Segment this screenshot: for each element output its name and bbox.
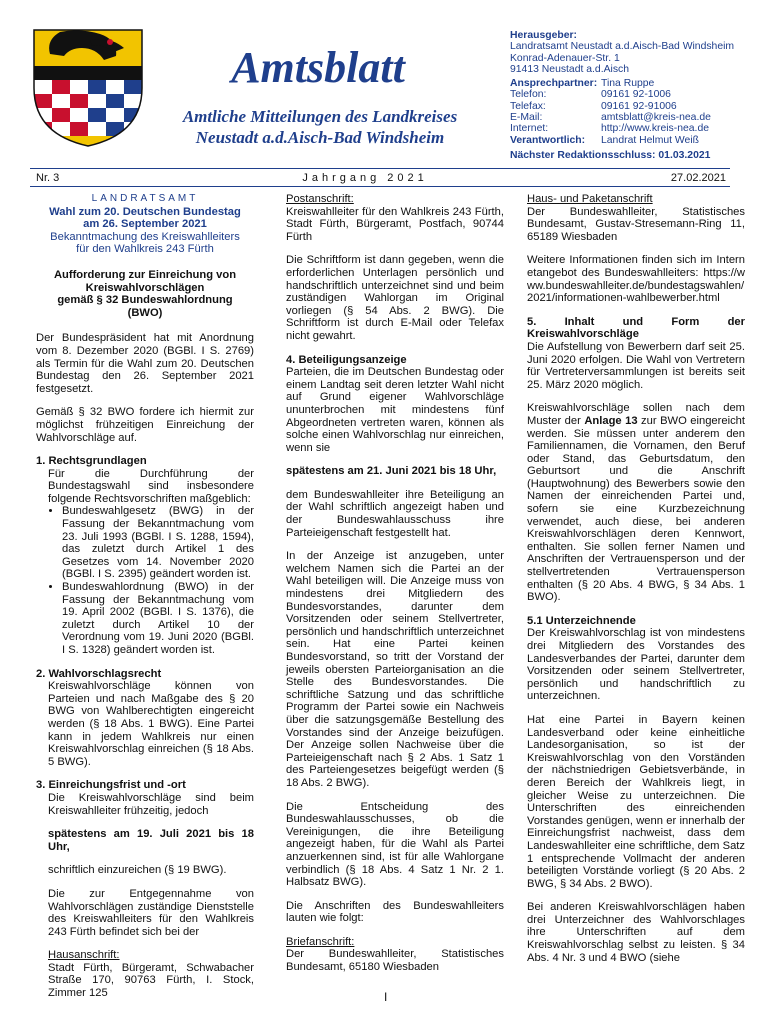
publisher-line-3: 91413 Neustadt a.d.Aisch: [510, 63, 629, 75]
internet-label: Internet:: [510, 123, 549, 135]
phone-row: [510, 89, 760, 100]
deadline-text: spätestens am 19. Juli 2021 bis 18 Uhr,: [48, 828, 254, 853]
internet-row: [510, 123, 760, 134]
notice-subline-2: für den Wahlkreis 243 Fürth: [76, 243, 214, 256]
issue-year: Jahrgang 2021: [302, 172, 428, 184]
deadline-text: spätestens am 21. Juni 2021 bis 18 Uhr,: [286, 465, 497, 478]
title-text: Amtsblatt: [231, 43, 405, 92]
column-2: [286, 193, 504, 974]
contact-label: Ansprechpartner:: [510, 78, 598, 90]
paragraph: Der Kreiswahlvorschlag ist von mindestens drei Mitgliedern des Vorstandes des Landesverbandes der Partei, darunter dem Vorsitzenden oder seinem Stellvertreter, persönlich und handschriftlich zu unterzeichnen.: [527, 627, 745, 703]
issue-date: 27.02.2021: [670, 172, 726, 184]
paragraph: Gemäß § 32 BWO fordere ich hiermit zur möglichst frühzeitigen Einreichung der Wahlvorschläge auf.: [36, 406, 254, 444]
contact-row: [510, 78, 760, 89]
issue-bar: [36, 172, 726, 184]
paragraph: Die Aufstellung von Bewerbern darf seit 25. Juni 2020 erfolgen. Die Wahl von Vertretern für Vertreterversammlungen ist bereits seit 25. März 2020 möglich.: [527, 340, 745, 391]
header-rule-bottom: [30, 186, 730, 187]
responsible-label: Verantwortlich:: [510, 134, 586, 146]
paragraph: Hat eine Partei in Bayern keinen Landesverband oder keine einheitliche Landesorganisation, so ist der Kreiswahlvorschlag von den Vorständen der nächstniedrigen Gebietsverbände, in deren Bereich der Wahlkreis liegt, in gleicher Weise zu unterzeichnen. Die Unterschriften des einreichenden Vorstandes genügen, wenn er innerhalb der Einreichungsfrist nachweist, dass dem Landeswahlleiter eine schriftliche, dem Satz 1 entsprechende Vollmacht der anderen beteiligten Vorstände vorliegt (§ 20 Abs. 2 BWG, § 34 Abs. 2 BWO).: [527, 713, 745, 890]
list-item: • Bundeswahlordnung (BWO) in der Fassung der Bekanntmachung vom 19. April 2002 (BGBl. I S. 1376), die zuletzt durch Artikel 10 der Verordnung vom 19. Juni 2020 (BGBl. I S. 1328) geändert worden ist.: [62, 581, 254, 657]
section-heading: 3. Einreichungsfrist und -ort: [36, 779, 186, 792]
masthead-title: [178, 40, 458, 96]
list-item: • Bundeswahlgesetz (BWG) in der Fassung der Bekanntmachung vom 23. Juli 1993 (BGBl. I S. 1288, 1594), das zuletzt durch Artikel 1 des Gesetzes vom 14. November 2020 (BGBl. I S. 2395) geändert worden ist.: [62, 505, 254, 581]
paragraph: Die zur Entgegennahme von Wahlvorschlägen zuständige Dienststelle des Kreiswahlleiters für den Wahlkreis 243 Fürth befindet sich bei der: [48, 887, 254, 938]
internet-link[interactable]: http://www.kreis-nea.de: [601, 123, 709, 135]
coat-of-arms: [30, 26, 146, 150]
paragraph: Parteien, die im Deutschen Bundestag oder einem Landtag seit deren letzter Wahl nicht auf Grund eigener Wahlvorschläge ununterbrochen mit mindestens fünf Abgeordneten vertreten waren, können als solche einen Wahlvorschlag nur einreichen, wenn sie: [286, 366, 504, 454]
paragraph: Der Bundeswahlleiter, Statistisches Bundesamt, Gustav-Stresemann-Ring 11, 65189 Wiesbaden: [527, 205, 745, 243]
text-span: Kreiswahlvorschläge sollen nach dem Muster der: [527, 402, 745, 427]
paragraph: Der Bundeswahlleiter, Statistisches Bundesamt, 65180 Wiesbaden: [286, 948, 504, 974]
section-heading: 2. Wahlvorschlagsrecht: [36, 667, 162, 680]
notice-subline-1: Bekanntmachung des Kreiswahlleiters: [50, 230, 240, 243]
paragraph: dem Bundeswahlleiter ihre Beteiligung an der Wahl schriftlich angezeigt haben und der Bundeswahlausschuss ihre Parteieigenschaft festgestellt hat.: [286, 488, 504, 539]
call-line-1: Aufforderung zur Einreichung von: [53, 268, 237, 281]
responsible-name: Landrat Helmut Weiß: [601, 134, 699, 146]
paragraph: schriftlich einzureichen (§ 19 BWG).: [48, 864, 227, 877]
paragraph: Kreiswahlvorschläge können von Parteien und nach Maßgabe des § 20 BWG von Wahlberechtigten eingereicht werden (§ 18 Abs. 1 BWG). Eine Partei kann in jedem Wahlkreis nur einen Kreiswahlvorschlag einreichen (§ 18 Abs. 5 BWG).: [48, 680, 254, 768]
publisher-line-2: Konrad-Adenauer-Str. 1: [510, 52, 620, 64]
section-heading: 5.1 Unterzeichnende: [527, 614, 636, 627]
paragraph: [527, 402, 745, 604]
masthead-subtitle: [165, 106, 475, 148]
contact-name: Tina Ruppe: [601, 78, 655, 90]
paragraph: Weitere Informationen finden sich im Internetangebot des Bundeswahlleiters: https://www.bundeswahlleiter.de/bundestagswahlen/2021/informationen-wahlbewerber.html: [527, 254, 745, 305]
responsible-row: [510, 135, 760, 146]
call-line-2: Kreiswahlvorschlägen: [85, 281, 205, 294]
authority-label: LANDRATSAMT: [91, 193, 199, 204]
paragraph: Für die Durchführung der Bundestagswahl sind insbesondere folgende Rechtsvorschriften maßgeblich:: [48, 467, 254, 505]
notice-headline-1: Wahl zum 20. Deutschen Bundestag: [49, 205, 241, 218]
paragraph: Die Entscheidung des Bundeswahlausschusses, ob die Vereinigungen, die ihre Beteiligung angezeigt haben, für die Wahl als Partei anzuerkennen sind, ist für alle Wahlorgane verbindlich (§ 18 Abs. 4 Satz 1 Nr. 2 1. Halbsatz BWG).: [286, 800, 504, 889]
subheading: Hausanschrift:: [48, 949, 120, 962]
subtitle-line-2: Neustadt a.d.Aisch-Bad Windsheim: [195, 128, 445, 147]
call-line-3: gemäß § 32 Bundeswahlordnung: [57, 294, 233, 307]
publisher-info: [510, 30, 760, 161]
subtitle-line-1: Amtliche Mitteilungen des Landkreises: [182, 107, 458, 126]
publisher-line-1: Landratsamt Neustadt a.d.Aisch-Bad Windsheim: [510, 41, 735, 53]
text-span: zur BWO eingereicht werden. Sie müssen unter anderem den Familiennamen, die Vornamen, den Beruf oder Stand, das Geburtsdatum, den Geburtsort und die Anschrift (Hauptwohnung) des Bewerbers sowie den Namen der einreichenden Partei und, sofern sie eine Kurzbezeichnung verwendet, auch diese, bei anderen Kreiswahlvorschlägen deren Kennwort, enthalten. Sie sollen ferner Namen und Anschriften der Vertrauensperson und der stellvertretenden Vertrauensperson enthalten (§ 20 Abs. 4 BWG, § 34 Abs. 1 BWO).: [527, 414, 746, 604]
deadline-note: Nächster Redaktionsschluss: 01.03.2021: [510, 149, 711, 161]
email-label: E-Mail:: [510, 112, 543, 124]
paragraph: Die Schriftform ist dann gegeben, wenn die erforderlichen Unterlagen persönlich und handschriftlich unterzeichnet sind und beim zuständigen Wahlorgan im Original vorliegen (§ 54 Abs. 2 BWG). Die Schriftform ist durch E-Mail oder Telefax nicht gewahrt.: [286, 254, 504, 342]
section-heading: 4. Beteiligungsanzeige: [286, 353, 407, 366]
paragraph: Stadt Fürth, Bürgeramt, Schwabacher Straße 170, 90763 Fürth, I. Stock, Zimmer 125: [48, 961, 254, 1000]
subheading: Postanschrift:: [286, 193, 354, 205]
column-1: [36, 193, 254, 1000]
section-heading: 1. Rechtsgrundlagen: [36, 455, 147, 468]
law-list: [36, 505, 254, 656]
page-number: I: [384, 990, 388, 1004]
notice-headline-2: am 26. September 2021: [83, 218, 207, 231]
paragraph: Bei anderen Kreiswahlvorschlägen haben drei Unterzeichner des Wahlvorschlages ihre Unterschriften auf dem Kreiswahlvorschlag selbst zu leisten. § 34 Abs. 4 Nr. 3 und 4 BWO (siehe: [527, 901, 745, 964]
call-line-4: (BWO): [127, 306, 163, 319]
paragraph: In der Anzeige ist anzugeben, unter welchem Namen sich die Partei an der Wahl beteiligen will. Die Anzeige muss von mindestens drei Mitgliedern des Bundesvorstandes, darunter dem Vorsitzenden oder seinem Stellvertreter, persönlich und handschriftlich unterzeichnet sein. Hat eine Partei keinen Bundesvorstand, so tritt der Vorstand der jeweils obersten Parteiorganisation an die Stelle des Bundesvorstandes. Die schriftliche Satzung und das schriftliche Programm der Partei sowie ein Nachweis über die satzungsgemäße Bestellung des Vorstandes sind der Anzeige beizufügen. Der Anzeige sollen Nachweise über die Parteieigenschaft nach § 2 Abs. 1 Satz 1 des Parteiengesetzes beigefügt werden (§ 18 Abs. 2 BWG).: [286, 550, 504, 789]
header-rule-top: [30, 168, 730, 169]
section-heading: 5. Inhalt und Form der Kreiswahlvorschläge: [527, 315, 745, 341]
paragraph: Kreiswahlleiter für den Wahlkreis 243 Fürth, Stadt Fürth, Bürgeramt, Postfach, 90744 Fürth: [286, 205, 504, 243]
paragraph: Die Kreiswahlvorschläge sind beim Kreiswahlleiter frühzeitig, jedoch: [48, 791, 254, 817]
publisher-heading: Herausgeber:: [510, 30, 577, 41]
phone-label: Telefon:: [510, 89, 547, 101]
email-link[interactable]: amtsblatt@kreis-nea.de: [601, 112, 711, 124]
fax-label: Telefax:: [510, 100, 546, 112]
annex-ref: Anlage 13: [584, 414, 638, 427]
phone-value: 09161 92-1006: [601, 89, 671, 101]
paragraph: Die Anschriften des Bundeswahlleiters lauten wie folgt:: [286, 899, 504, 925]
subheading: Briefanschrift:: [286, 935, 355, 948]
subheading: Haus- und Paketanschrift: [527, 193, 653, 205]
paragraph: Der Bundespräsident hat mit Anordnung vom 8. Dezember 2020 (BGBl. I S. 2769) als Termin für die Wahl zum 20. Deutschen Bundestag den 26. September 2021 festgesetzt.: [36, 332, 254, 395]
column-3: [527, 193, 745, 975]
email-row: [510, 112, 760, 123]
fax-row: [510, 101, 760, 112]
issue-number: Nr. 3: [36, 172, 60, 184]
fax-value: 09161 92-91006: [601, 100, 677, 112]
